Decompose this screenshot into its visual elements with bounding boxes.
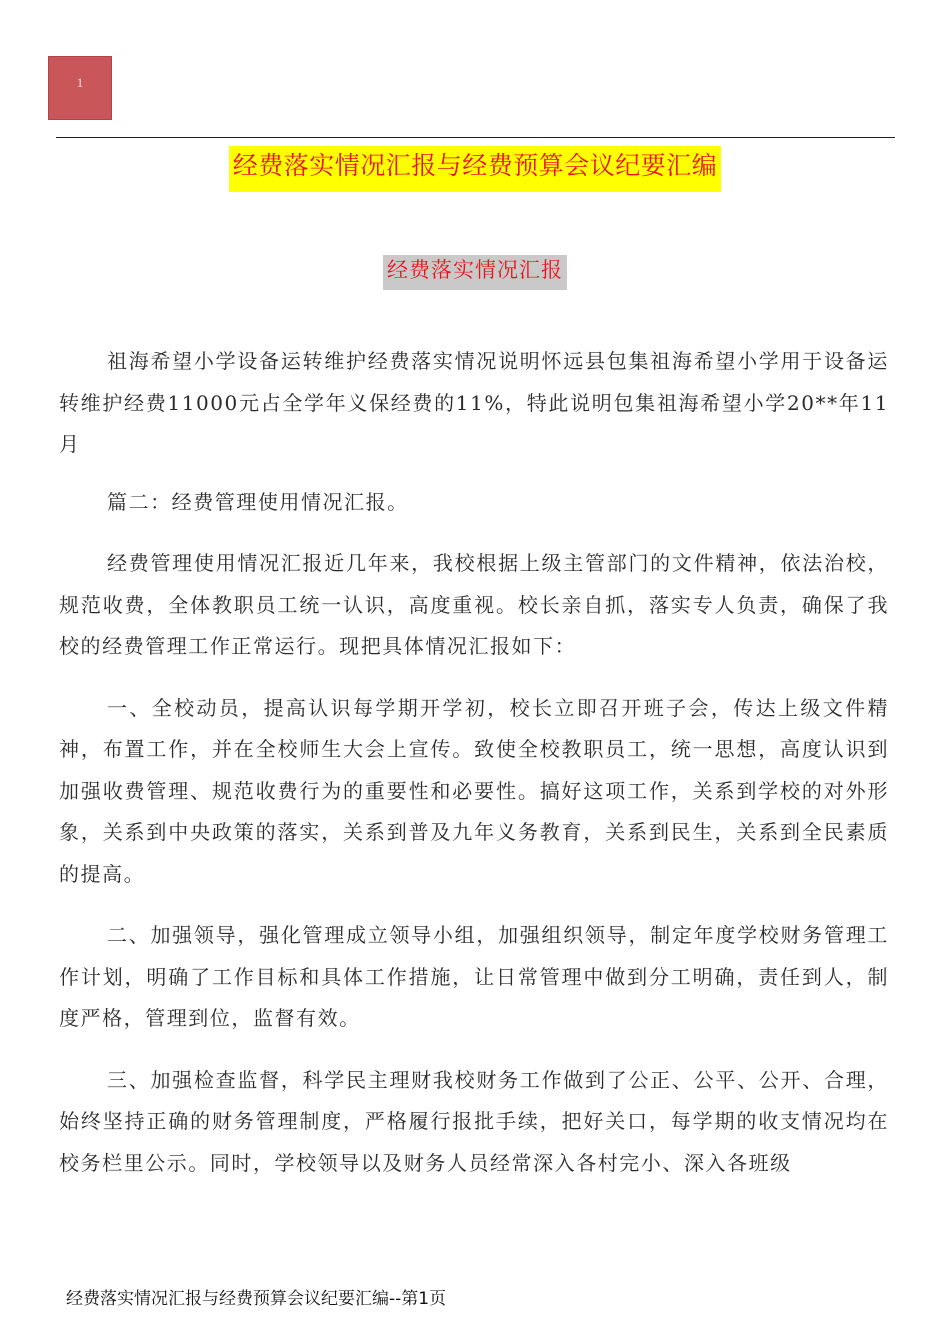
page-number-badge-label: 1	[76, 75, 84, 90]
paragraph-6: 三、加强检查监督，科学民主理财我校财务工作做到了公正、公平、公开、合理，始终坚持正确的财务管理制度，严格履行报批手续，把好关口，每学期的收支情况均在校务栏里公示。同时，学校领导以及财务人员经常深入各村完小、深入各班级	[59, 1067, 889, 1175]
header-divider	[56, 137, 895, 138]
paragraph-1: 祖海希望小学设备运转维护经费落实情况说明怀远县包集祖海希望小学用于设备运转维护经费11000元占全学年义保经费的11%，特此说明包集祖海希望小学20**年11月	[59, 349, 889, 456]
document-title-text: 经费落实情况汇报与经费预算会议纪要汇编	[229, 146, 722, 192]
page-number-badge	[48, 56, 112, 120]
paragraph-5: 二、加强领导，强化管理成立领导小组，加强组织领导，制定年度学校财务管理工作计划，明确了工作目标和具体工作措施，让日常管理中做到分工明确，责任到人，制度严格，管理到位，监督有效。	[59, 923, 889, 1030]
page-footer: 经费落实情况汇报与经费预算会议纪要汇编--第1页	[66, 1289, 447, 1309]
document-body	[59, 341, 889, 1204]
paragraph-3: 经费管理使用情况汇报近几年来，我校根据上级主管部门的文件精神，依法治校，规范收费，全体教职员工统一认识，高度重视。校长亲自抓，落实专人负责，确保了我校的经费管理工作正常运行。现把具体情况汇报如下：	[59, 551, 889, 658]
section-heading-text: 经费落实情况汇报	[383, 255, 567, 290]
paragraph-4: 一、全校动员，提高认识每学期开学初，校长立即召开班子会，传达上级文件精神，布置工作，并在全校师生大会上宣传。致使全校教职员工，统一思想，高度认识到加强收费管理、规范收费行为的重要性和必要性。搞好这项工作，关系到学校的对外形象，关系到中央政策的落实，关系到普及九年义务教育，关系到民生，关系到全民素质的提高。	[59, 695, 889, 886]
paragraph-2: 篇二：经费管理使用情况汇报。	[107, 489, 409, 514]
section-heading	[0, 255, 950, 290]
document-title	[0, 146, 950, 192]
